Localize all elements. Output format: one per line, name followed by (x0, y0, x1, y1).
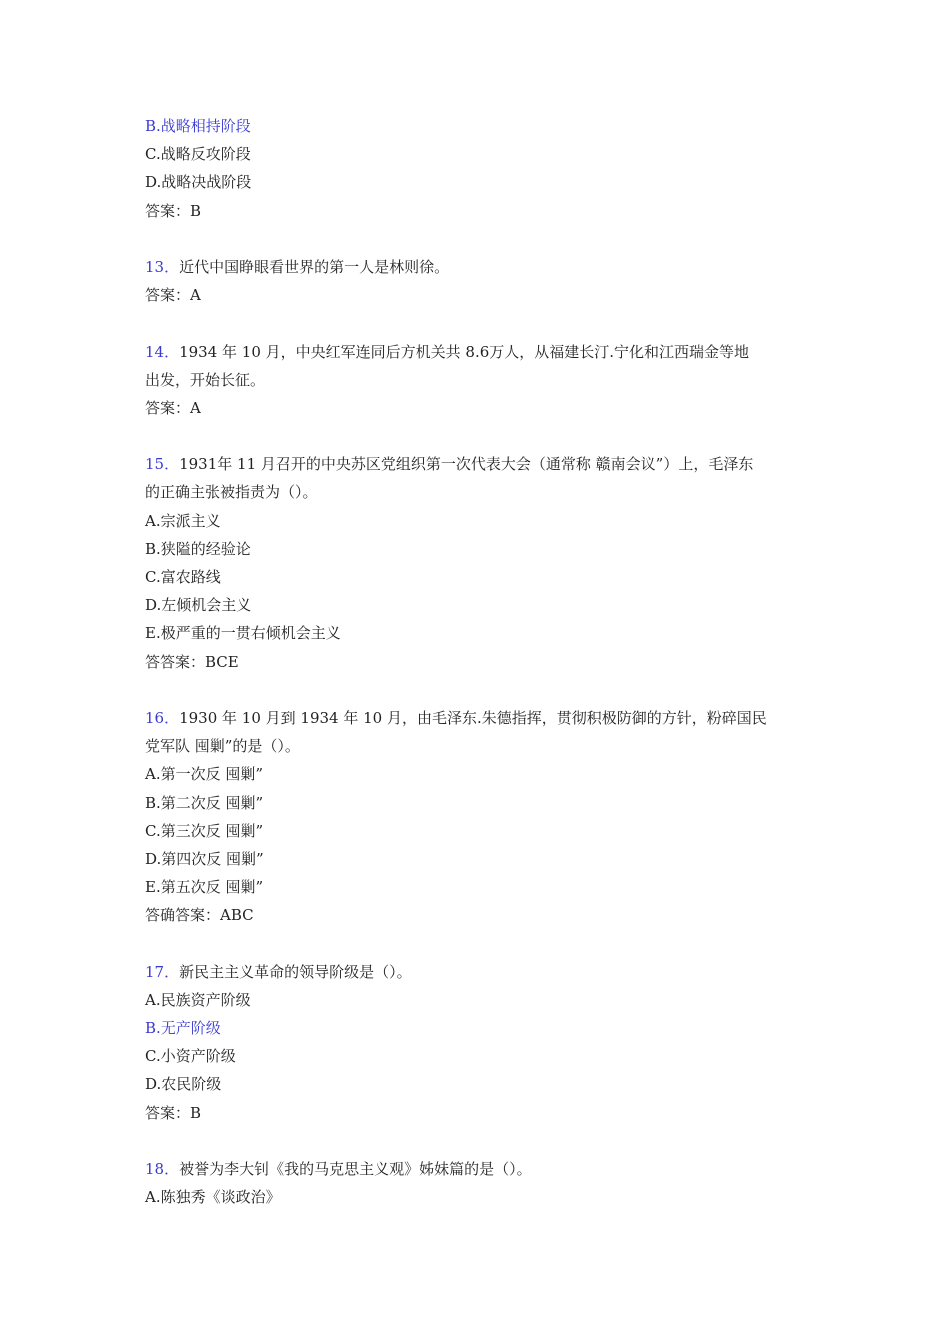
q15-answer: 答答案：BCE (145, 652, 239, 671)
q16-answer: 答确答案：ABC (145, 906, 254, 925)
q17-question (145, 958, 815, 986)
q18-number: 18． (145, 1159, 180, 1178)
document-page (145, 112, 815, 1211)
q17-number: 17． (145, 962, 180, 981)
q15-option-d: D.左倾机会主义 (145, 596, 252, 615)
q16-text-line1: 1930 年 10 月到 1934 年 10 月，由毛泽东.朱德指挥，贯彻积极防御的方针，粉碎国民 (179, 708, 767, 727)
q15-number: 15． (145, 455, 180, 474)
q16-option-d: D.第四次反 囤剿” (145, 849, 264, 868)
q17-text: 新民主主义革命的领导阶级是（）。 (179, 962, 412, 981)
q13-answer: 答案：A (145, 286, 201, 305)
q17-option-b: B.无产阶级 (145, 1019, 221, 1037)
q17-option-a: A.民族资产阶级 (145, 990, 251, 1009)
q15-option-e: E.极严重的一贯右倾机会主义 (145, 624, 341, 643)
q18-option-a: A.陈独秀《谈政治》 (145, 1188, 281, 1207)
q16-option-b: B.第二次反 囤剿” (145, 793, 264, 812)
q15-text-line2: 的正确主张被指责为（）。 (145, 483, 318, 502)
q13-number: 13． (145, 257, 180, 276)
q13-text: 近代中国睁眼看世界的第一人是林则徐。 (179, 257, 450, 276)
q14-question (145, 338, 815, 366)
q15-option-b: B.狭隘的经验论 (145, 539, 251, 558)
q18-text: 被誉为李大钊《我的马克思主义观》姊妹篇的是（）。 (179, 1159, 532, 1178)
q16-question (145, 704, 815, 732)
q15-question (145, 450, 815, 478)
q15-option-a: A.宗派主义 (145, 511, 221, 530)
q16-number: 16． (145, 708, 180, 727)
q12-answer: 答案：B (145, 201, 202, 220)
q14-number: 14． (145, 342, 180, 361)
q14-text-line2: 出发，开始长征。 (145, 370, 266, 389)
q18-question (145, 1155, 815, 1183)
q16-option-a: A.第一次反 囤剿” (145, 765, 264, 784)
q12-option-b: B.战略相持阶段 (145, 117, 251, 135)
q16-text-line2: 党军队 囤剿”的是（）。 (145, 737, 300, 756)
q16-option-c: C.第三次反 囤剿” (145, 821, 264, 840)
q14-answer: 答案：A (145, 398, 201, 417)
q13-question (145, 253, 815, 281)
q15-text-line1: 1931年 11 月召开的中央苏区党组织第一次代表大会（通常称 赣南会议”）上，毛泽东 (179, 455, 754, 474)
q12-option-d: D.战略决战阶段 (145, 173, 252, 192)
q16-option-e: E.第五次反 囤剿” (145, 878, 264, 897)
q17-option-c: C.小资产阶级 (145, 1047, 236, 1066)
q17-answer: 答案：B (145, 1103, 202, 1122)
q14-text-line1: 1934 年 10 月，中央红军连同后方机关共 8.6万人，从福建长汀.宁化和江西瑞金等地 (179, 342, 750, 361)
q12-option-c: C.战略反攻阶段 (145, 145, 251, 164)
q15-option-c: C.富农路线 (145, 568, 221, 586)
q17-option-d: D.农民阶级 (145, 1075, 222, 1094)
